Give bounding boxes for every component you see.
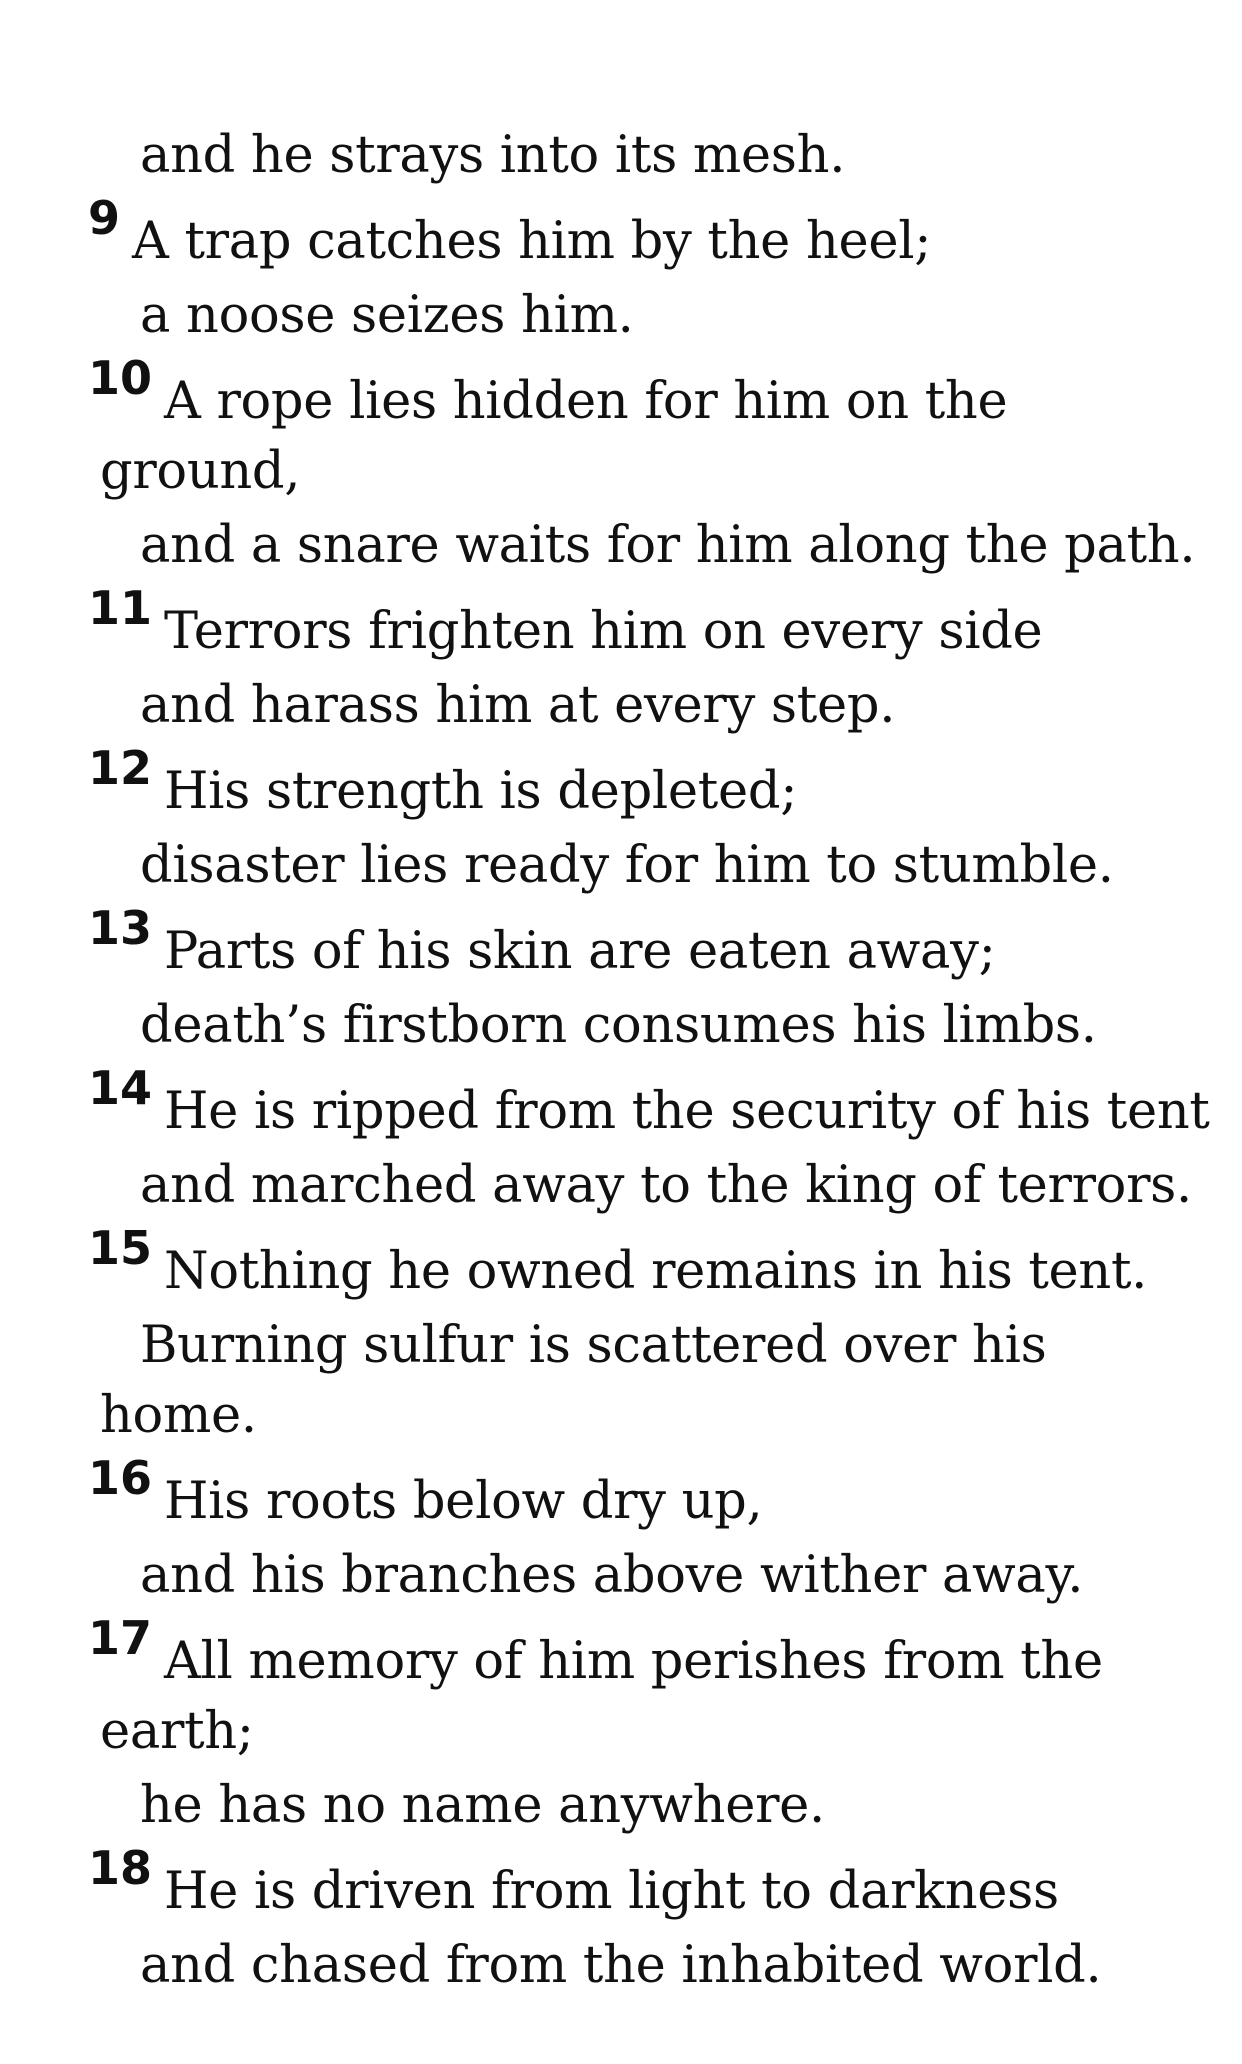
verse-number-12: 12 bbox=[88, 741, 153, 795]
verse-8-line-2: and he strays into its mesh. bbox=[140, 126, 846, 185]
verse-11-line-1: Terrors frighten him on every side bbox=[164, 602, 1043, 661]
verse-15-line-1: Nothing he owned remains in his tent. bbox=[164, 1242, 1148, 1301]
verse-17-line-1: All memory of him perishes from the bbox=[164, 1632, 1103, 1691]
verse-number-10: 10 bbox=[88, 351, 153, 405]
verse-number-11: 11 bbox=[88, 581, 153, 635]
verse-13-line-2: death’s firstborn consumes his limbs. bbox=[140, 996, 1097, 1055]
verse-12-line-1: His strength is depleted; bbox=[164, 762, 798, 821]
verse-number-16: 16 bbox=[88, 1451, 153, 1505]
verse-9-line-1: A trap catches him by the heel; bbox=[132, 212, 932, 271]
verse-18-line-2: and chased from the inhabited world. bbox=[140, 1936, 1102, 1995]
verse-15-line-2-wrap: home. bbox=[100, 1386, 257, 1445]
verse-10-line-1: A rope lies hidden for him on the bbox=[164, 372, 1008, 431]
verse-14-line-1: He is ripped from the security of his tent bbox=[164, 1082, 1210, 1141]
verse-17-line-1-wrap: earth; bbox=[100, 1702, 254, 1761]
verse-number-17: 17 bbox=[88, 1611, 153, 1665]
verse-18-line-1: He is driven from light to darkness bbox=[164, 1862, 1059, 1921]
verse-12-line-2: disaster lies ready for him to stumble. bbox=[140, 836, 1114, 895]
verse-15-line-2: Burning sulfur is scattered over his bbox=[140, 1316, 1047, 1375]
verse-number-14: 14 bbox=[88, 1061, 153, 1115]
verse-number-13: 13 bbox=[88, 901, 153, 955]
verse-14-line-2: and marched away to the king of terrors. bbox=[140, 1156, 1192, 1215]
verse-number-9: 9 bbox=[88, 191, 121, 245]
verse-9-line-2: a noose seizes him. bbox=[140, 286, 634, 345]
verse-number-15: 15 bbox=[88, 1221, 153, 1275]
verse-10-line-1-wrap: ground, bbox=[100, 442, 301, 501]
verse-16-line-1: His roots below dry up, bbox=[164, 1472, 763, 1531]
verse-10-line-2: and a snare waits for him along the path. bbox=[140, 516, 1196, 575]
verse-17-line-2: he has no name anywhere. bbox=[140, 1776, 825, 1835]
verse-number-18: 18 bbox=[88, 1841, 153, 1895]
verse-11-line-2: and harass him at every step. bbox=[140, 676, 896, 735]
verse-16-line-2: and his branches above wither away. bbox=[140, 1546, 1084, 1605]
verse-13-line-1: Parts of his skin are eaten away; bbox=[164, 922, 996, 981]
